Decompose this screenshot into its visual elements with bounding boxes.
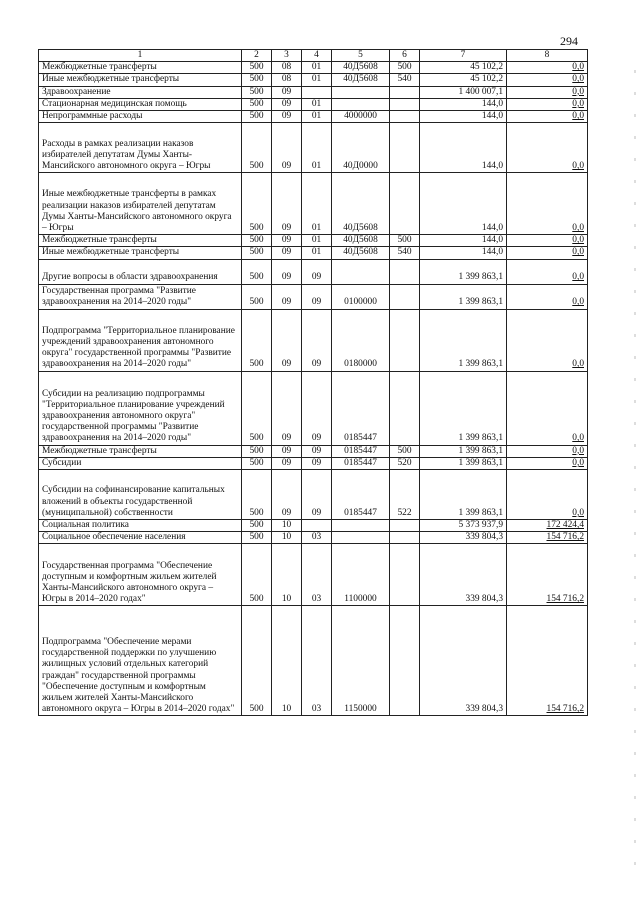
table-row <box>39 111 588 123</box>
col-8-amount: 0,0 <box>507 259 588 284</box>
col-4-value: 01 <box>302 111 332 123</box>
row-name: Государственная программа "Развитие здравоохранения на 2014–2020 годы" <box>39 284 242 309</box>
col-8-amount: 0,0 <box>507 371 588 445</box>
col-8-amount: 154 716,2 <box>507 606 588 716</box>
header-row <box>39 50 588 62</box>
col-5-code: 0185447 <box>332 470 390 520</box>
col-7-amount: 144,0 <box>420 111 507 123</box>
col-6-code: 500 <box>390 62 420 74</box>
col-4-value: 09 <box>302 470 332 520</box>
col-6-code: 500 <box>390 235 420 247</box>
col-6-code <box>390 544 420 606</box>
col-8-amount: 0,0 <box>507 86 588 98</box>
col-7-amount: 1 400 007,1 <box>420 86 507 98</box>
col-6-code: 520 <box>390 457 420 469</box>
col-7-amount: 1 399 863,1 <box>420 284 507 309</box>
table-row <box>39 247 588 259</box>
col-5-code <box>332 520 390 532</box>
table-row <box>39 86 588 98</box>
row-name: Межбюджетные трансферты <box>39 235 242 247</box>
col-6-code: 522 <box>390 470 420 520</box>
row-name: Субсидии на реализацию подпрограммы "Территориальное планирование учреждений здравоохранения автономного округа" государственной программы "Развитие здравоохранения на 2014–2020 годы" <box>39 371 242 445</box>
row-name: Другие вопросы в области здравоохранения <box>39 259 242 284</box>
col-3-value: 09 <box>272 123 302 173</box>
col-3-value: 10 <box>272 544 302 606</box>
col-3-value: 08 <box>272 74 302 86</box>
col-6-code: 540 <box>390 247 420 259</box>
col-2-value: 500 <box>242 470 272 520</box>
col-3-value: 09 <box>272 284 302 309</box>
row-name: Социальное обеспечение населения <box>39 532 242 544</box>
header-cell: 8 <box>507 50 588 62</box>
table-row <box>39 371 588 445</box>
col-5-code: 4000000 <box>332 111 390 123</box>
col-5-code: 1150000 <box>332 606 390 716</box>
table-row <box>39 173 588 235</box>
col-3-value: 09 <box>272 371 302 445</box>
table-row <box>39 98 588 110</box>
col-6-code <box>390 606 420 716</box>
col-2-value: 500 <box>242 284 272 309</box>
col-8-amount: 154 716,2 <box>507 544 588 606</box>
col-3-value: 08 <box>272 62 302 74</box>
col-5-code: 40Д5608 <box>332 62 390 74</box>
row-name: Государственная программа "Обеспечение доступным и комфортным жильем жителей Ханты-Мансийского автономного округа – Югры в 2014–2020 годах" <box>39 544 242 606</box>
table-row <box>39 470 588 520</box>
col-5-code: 0185447 <box>332 371 390 445</box>
col-4-value <box>302 520 332 532</box>
page-number: 294 <box>560 34 578 48</box>
col-2-value: 500 <box>242 98 272 110</box>
col-5-code: 0180000 <box>332 309 390 371</box>
col-8-amount: 0,0 <box>507 111 588 123</box>
col-4-value: 09 <box>302 457 332 469</box>
table-row <box>39 74 588 86</box>
col-2-value: 500 <box>242 247 272 259</box>
col-8-amount: 0,0 <box>507 445 588 457</box>
col-4-value: 09 <box>302 309 332 371</box>
col-6-code <box>390 98 420 110</box>
col-8-amount: 0,0 <box>507 247 588 259</box>
col-4-value: 01 <box>302 235 332 247</box>
col-3-value: 09 <box>272 247 302 259</box>
scan-edge-marks <box>634 70 636 870</box>
col-2-value: 500 <box>242 544 272 606</box>
row-name: Стационарная медицинская помощь <box>39 98 242 110</box>
row-name: Иные межбюджетные трансферты <box>39 247 242 259</box>
col-3-value: 09 <box>272 470 302 520</box>
col-2-value: 500 <box>242 457 272 469</box>
col-7-amount: 339 804,3 <box>420 606 507 716</box>
table-row <box>39 520 588 532</box>
col-2-value: 500 <box>242 173 272 235</box>
col-5-code: 40Д5608 <box>332 247 390 259</box>
col-3-value: 09 <box>272 259 302 284</box>
col-4-value: 01 <box>302 123 332 173</box>
col-4-value: 03 <box>302 532 332 544</box>
col-8-amount: 0,0 <box>507 62 588 74</box>
col-5-code: 0100000 <box>332 284 390 309</box>
row-name: Субсидии <box>39 457 242 469</box>
col-7-amount: 1 399 863,1 <box>420 445 507 457</box>
col-2-value: 500 <box>242 371 272 445</box>
col-7-amount: 1 399 863,1 <box>420 309 507 371</box>
row-name: Межбюджетные трансферты <box>39 445 242 457</box>
row-name: Иные межбюджетные трансферты в рамках реализации наказов избирателей депутатам Думы Ханты-Мансийского автономного округа – Югры <box>39 173 242 235</box>
col-4-value: 03 <box>302 544 332 606</box>
col-4-value: 09 <box>302 284 332 309</box>
budget-table <box>38 49 588 716</box>
col-5-code <box>332 532 390 544</box>
col-2-value: 500 <box>242 62 272 74</box>
header-cell: 6 <box>390 50 420 62</box>
col-8-amount: 0,0 <box>507 457 588 469</box>
header-cell: 4 <box>302 50 332 62</box>
col-4-value: 01 <box>302 62 332 74</box>
col-2-value: 500 <box>242 309 272 371</box>
table-row <box>39 284 588 309</box>
row-name: Здравоохранение <box>39 86 242 98</box>
table-row <box>39 544 588 606</box>
col-2-value: 500 <box>242 123 272 173</box>
col-5-code: 0185447 <box>332 457 390 469</box>
col-3-value: 09 <box>272 457 302 469</box>
col-7-amount: 339 804,3 <box>420 544 507 606</box>
row-name: Межбюджетные трансферты <box>39 62 242 74</box>
col-5-code <box>332 86 390 98</box>
col-4-value: 09 <box>302 445 332 457</box>
table-body <box>39 50 588 716</box>
col-6-code <box>390 532 420 544</box>
table-row <box>39 606 588 716</box>
col-6-code <box>390 284 420 309</box>
col-7-amount: 339 804,3 <box>420 532 507 544</box>
col-8-amount: 0,0 <box>507 123 588 173</box>
col-4-value: 01 <box>302 173 332 235</box>
col-8-amount: 0,0 <box>507 309 588 371</box>
col-6-code <box>390 123 420 173</box>
col-6-code <box>390 309 420 371</box>
col-5-code: 40Д5608 <box>332 235 390 247</box>
col-6-code <box>390 111 420 123</box>
col-8-amount: 172 424,4 <box>507 520 588 532</box>
header-cell: 5 <box>332 50 390 62</box>
col-3-value: 10 <box>272 606 302 716</box>
col-7-amount: 144,0 <box>420 247 507 259</box>
header-cell: 1 <box>39 50 242 62</box>
col-6-code <box>390 371 420 445</box>
col-2-value: 500 <box>242 259 272 284</box>
col-6-code: 540 <box>390 74 420 86</box>
table-row <box>39 532 588 544</box>
col-7-amount: 144,0 <box>420 173 507 235</box>
col-3-value: 09 <box>272 111 302 123</box>
row-name: Социальная политика <box>39 520 242 532</box>
col-3-value: 09 <box>272 86 302 98</box>
col-4-value: 03 <box>302 606 332 716</box>
col-8-amount: 0,0 <box>507 235 588 247</box>
col-4-value: 01 <box>302 74 332 86</box>
col-6-code <box>390 520 420 532</box>
col-8-amount: 0,0 <box>507 98 588 110</box>
row-name: Подпрограмма "Обеспечение мерами государственной поддержки по улучшению жилищных условий отдельных категорий граждан" государственной программы "Обеспечение доступным и комфортным жильем жителей Ханты-Мансийского автономного округа – Югры в 2014–2020 годах" <box>39 606 242 716</box>
col-8-amount: 154 716,2 <box>507 532 588 544</box>
col-2-value: 500 <box>242 532 272 544</box>
col-6-code <box>390 86 420 98</box>
col-2-value: 500 <box>242 86 272 98</box>
col-7-amount: 5 373 937,9 <box>420 520 507 532</box>
table-row <box>39 235 588 247</box>
col-7-amount: 1 399 863,1 <box>420 259 507 284</box>
col-5-code <box>332 259 390 284</box>
col-6-code <box>390 173 420 235</box>
col-5-code: 1100000 <box>332 544 390 606</box>
col-8-amount: 0,0 <box>507 284 588 309</box>
col-5-code: 40Д0000 <box>332 123 390 173</box>
col-3-value: 09 <box>272 309 302 371</box>
col-8-amount: 0,0 <box>507 74 588 86</box>
col-2-value: 500 <box>242 445 272 457</box>
col-3-value: 09 <box>272 98 302 110</box>
row-name: Расходы в рамках реализации наказов избирателей депутатам Думы Ханты-Мансийского автономного округа – Югры <box>39 123 242 173</box>
col-5-code <box>332 98 390 110</box>
col-6-code: 500 <box>390 445 420 457</box>
col-5-code: 40Д5608 <box>332 173 390 235</box>
table-row <box>39 123 588 173</box>
col-7-amount: 1 399 863,1 <box>420 371 507 445</box>
table-row <box>39 457 588 469</box>
header-cell: 7 <box>420 50 507 62</box>
col-2-value: 500 <box>242 74 272 86</box>
col-3-value: 09 <box>272 235 302 247</box>
row-name: Иные межбюджетные трансферты <box>39 74 242 86</box>
col-2-value: 500 <box>242 606 272 716</box>
col-4-value: 01 <box>302 98 332 110</box>
col-4-value <box>302 86 332 98</box>
col-5-code: 0185447 <box>332 445 390 457</box>
col-4-value: 01 <box>302 247 332 259</box>
col-7-amount: 45 102,2 <box>420 74 507 86</box>
col-2-value: 500 <box>242 235 272 247</box>
col-7-amount: 1 399 863,1 <box>420 457 507 469</box>
col-8-amount: 0,0 <box>507 470 588 520</box>
table-row <box>39 309 588 371</box>
col-2-value: 500 <box>242 111 272 123</box>
col-5-code: 40Д5608 <box>332 74 390 86</box>
row-name: Субсидии на софинансирование капитальных вложений в объекты государственной (муниципальной) собственности <box>39 470 242 520</box>
col-3-value: 09 <box>272 173 302 235</box>
col-7-amount: 144,0 <box>420 235 507 247</box>
col-6-code <box>390 259 420 284</box>
col-2-value: 500 <box>242 520 272 532</box>
col-3-value: 10 <box>272 532 302 544</box>
row-name: Подпрограмма "Территориальное планирование учреждений здравоохранения автономного округа" государственной программы "Развитие здравоохранения на 2014–2020 годы" <box>39 309 242 371</box>
col-8-amount: 0,0 <box>507 173 588 235</box>
header-cell: 3 <box>272 50 302 62</box>
col-7-amount: 1 399 863,1 <box>420 470 507 520</box>
col-3-value: 09 <box>272 445 302 457</box>
col-3-value: 10 <box>272 520 302 532</box>
table-row <box>39 445 588 457</box>
col-7-amount: 144,0 <box>420 123 507 173</box>
col-7-amount: 144,0 <box>420 98 507 110</box>
row-name: Непрограммные расходы <box>39 111 242 123</box>
col-4-value: 09 <box>302 259 332 284</box>
table-row <box>39 259 588 284</box>
col-4-value: 09 <box>302 371 332 445</box>
col-7-amount: 45 102,2 <box>420 62 507 74</box>
table-row <box>39 62 588 74</box>
header-cell: 2 <box>242 50 272 62</box>
